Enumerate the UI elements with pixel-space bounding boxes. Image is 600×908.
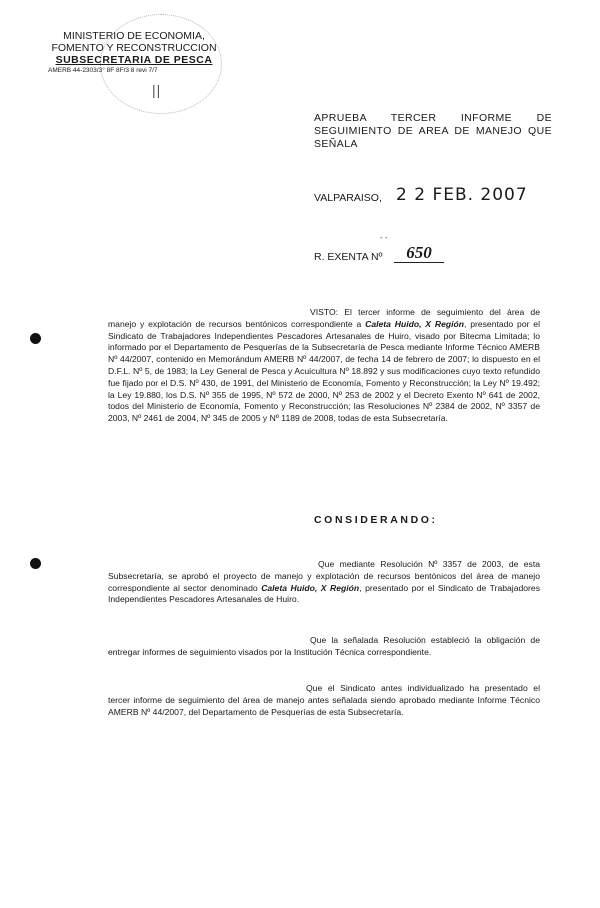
visto-text-b: , presentado por el Sindicato de Trabajadores Independientes Pescadores Artesanales de Huiro, visado por Bitecma Limitada; lo informado por el Departamento de Pesquerías de la Subsecretaría de Pesca mediante Informe Técnico AMERB Nº 44/2007, contenido en Memorándum AMERB Nº 44/2007, de fecha 14 de febrero de 2007; lo dispuesto en el D.F.L. Nº 5, de 1983; la Ley General de Pesca y Acuicultura Nº 18.892 y sus modificaciones cuyo texto refundido fue fijado por el D.S. Nº 430, de 1991, del Ministerio de Economía, Fomento y Reconstrucción; la Ley Nº 19.492; la Ley 19.880, los D.S. Nº 355 de 1995, Nº 572 de 2000, Nº 253 de 2002 y el Decreto Exento Nº 641 de 2002, todos del Ministerio de Economía, Fomento y Reconstrucción; las Resoluciones Nº 2384 de 2002, Nº 3357 de 2003, Nº 2461 de 2004, Nº 345 de 2005 y Nº 1189 de 2008, todas de esta Subsecretaría. (108, 318, 540, 424)
visto-text-a: El tercer informe de seguimiento del área de manejo y explotación de recursos bentónicos correspondiente a (108, 307, 540, 329)
visto-lead: VISTO: (310, 307, 339, 317)
considerando-paragraph-2 (108, 635, 540, 659)
considerando-paragraph-1 (108, 559, 540, 606)
visto-place: Caleta Huido, X Región (365, 318, 464, 329)
considerando-3-text: Que el Sindicato antes individualizado ha presentado el tercer informe de seguimiento del área de manejo antes señalada siendo aprobado mediante Informe Técnico AMERB Nº 44/2007, del Departamento de Pesquerías de esta Subsecretaría. (108, 683, 540, 717)
date-stamp: 2 2 FEB. 2007 (396, 185, 528, 205)
considerando-paragraph-3 (108, 683, 540, 718)
ministry-name: MINISTERIO DE ECONOMIA, (63, 30, 205, 42)
considerando-2-text: Que la señalada Resolución estableció la obligación de entregar informes de seguimiento visados por la Institución Técnica correspondiente. (108, 635, 540, 657)
document-subject: APRUEBA TERCER INFORME DE SEGUIMIENTO DE AREA DE MANEJO QUE SEÑALA (314, 112, 552, 150)
considerando-1-text-a: Que mediante Resolución Nº 3357 de 2003, de esta Subsecretaría, se aprobó el proyecto de manejo y explotación de recursos bentónicos del área de manejo correspondiente al sector denominado (108, 559, 540, 593)
place-label: VALPARAISO, (314, 192, 382, 204)
considerando-1-place: Caleta Huido, X Región (261, 582, 360, 593)
subsecretaria-name: SUBSECRETARIA DE PESCA (55, 54, 213, 66)
ministry-name-line2: FOMENTO Y RECONSTRUCCION (51, 42, 217, 54)
punch-hole (30, 558, 41, 569)
punch-hole (30, 333, 41, 344)
visto-paragraph (108, 307, 540, 425)
stamp-signature-mark: || (152, 82, 162, 98)
exenta-mark: - - (380, 233, 388, 242)
exenta-number: 650 (394, 243, 444, 263)
considerando-1-text-b: , presentado por el Sindicato de Trabajadores Independientes Pescadores Artesanales de Huiro. (108, 582, 540, 605)
exenta-label: R. EXENTA Nº (314, 251, 383, 263)
document-code: AMERB 44-2303/3° 8F 8F/3 8 revi 7/7 (48, 67, 158, 74)
considerando-heading: CONSIDERANDO: (314, 514, 438, 526)
letterhead (48, 30, 220, 75)
